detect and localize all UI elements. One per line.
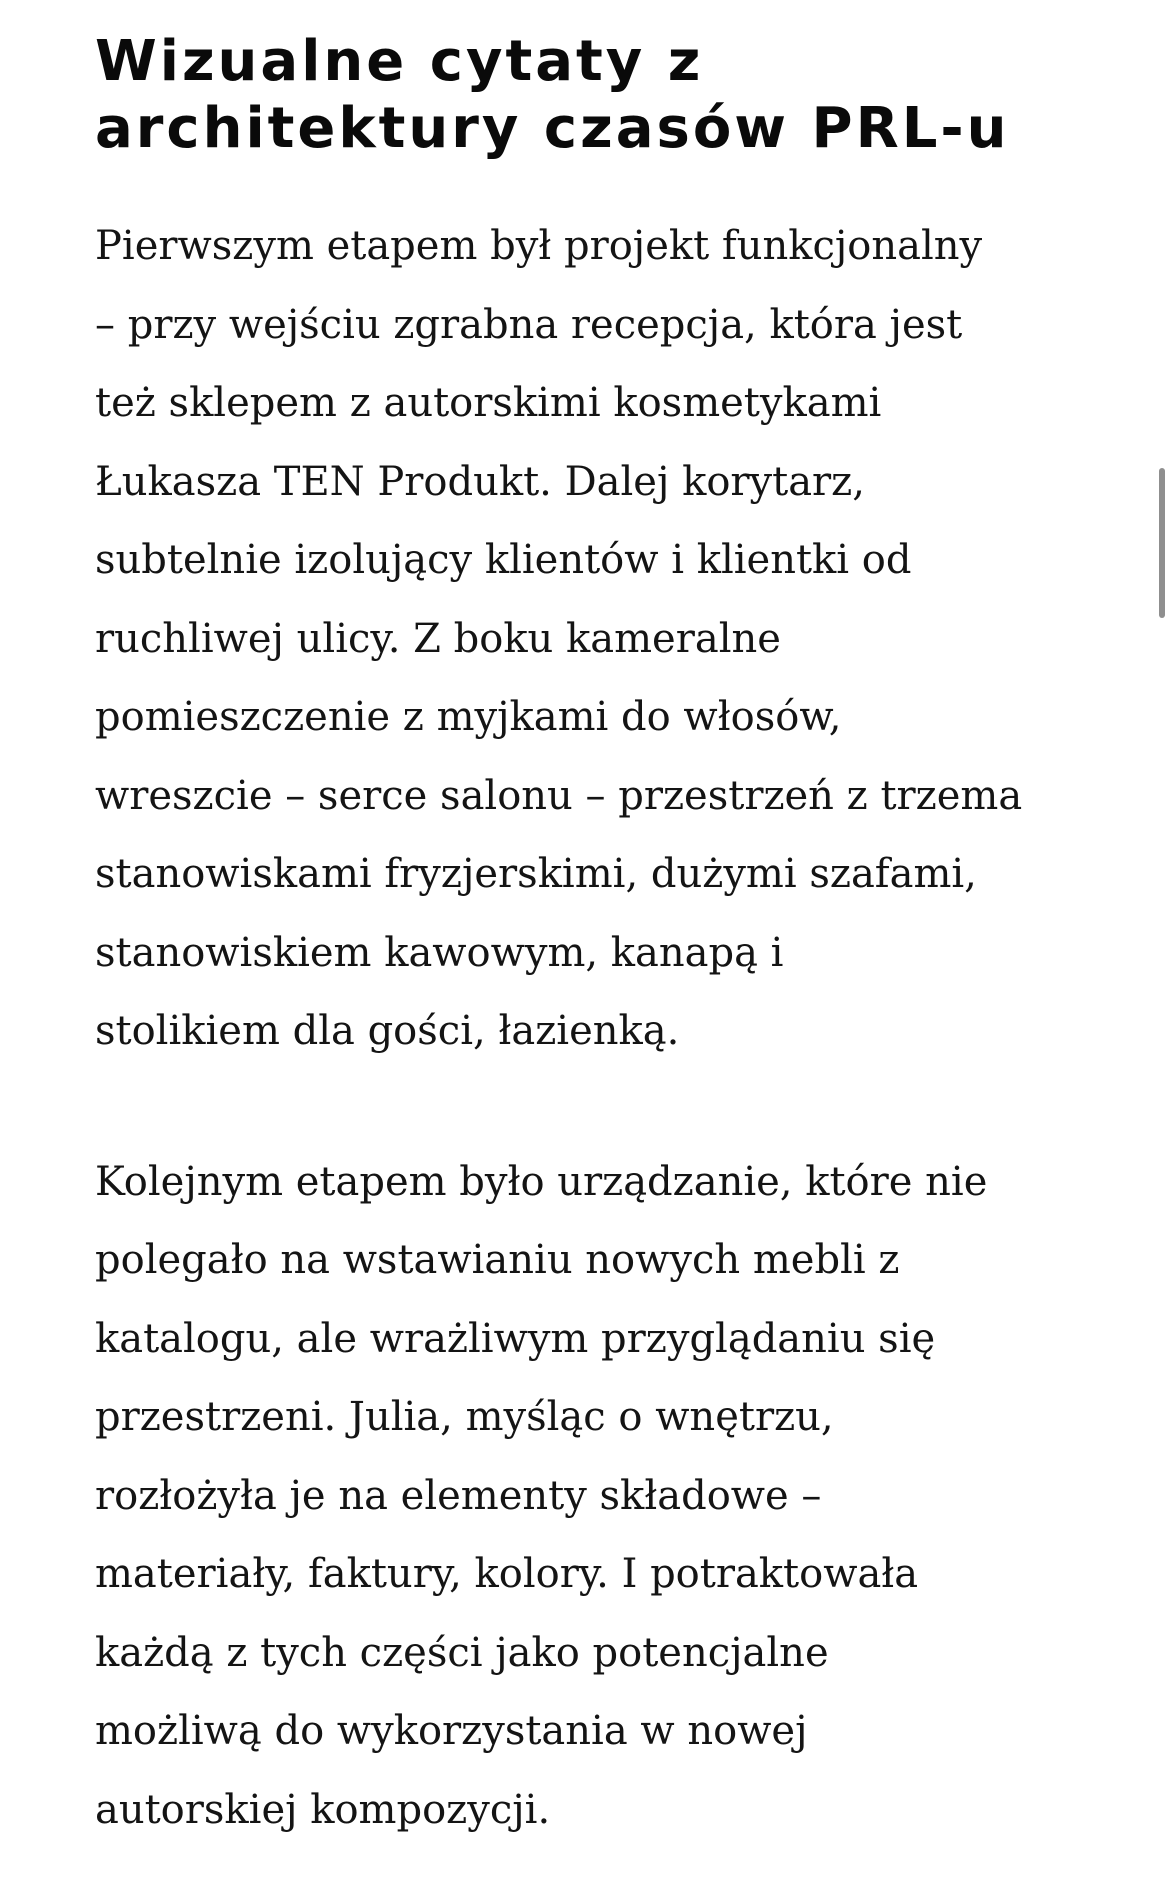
paragraph-line: materiały, faktury, kolory. I potraktowała [95,1551,919,1597]
paragraph-line: pomieszczenie z myjkami do włosów, [95,694,842,740]
paragraph-line: wreszcie – serce salonu – przestrzeń z trzema [95,772,1023,819]
paragraph-line: autorskiej kompozycji. [95,1786,551,1833]
headline-line: architektury czasów PRL-u [95,96,1010,161]
scrollbar-thumb[interactable] [1159,468,1165,618]
paragraph-line: możliwą do wykorzystania w nowej [95,1708,808,1754]
paragraph-line: katalogu, ale wrażliwym przyglądaniu się [95,1315,936,1362]
paragraph-line: subtelnie izolujący klientów i klientki od [95,537,912,583]
paragraph-line: każdą z tych części jako potencjalne [95,1629,829,1676]
paragraph-line: ruchliwej ulicy. Z boku kameralne [95,615,781,662]
article-paragraph-2 [95,1143,1085,1850]
paragraph-line: rozłożyła je na elementy składowe – [95,1472,822,1519]
article-paragraph-1 [95,207,1085,1071]
paragraph-line: stanowiskiem kawowym, kanapą i [95,929,784,976]
paragraph-line: Łukasza TEN Produkt. Dalej korytarz, [95,458,865,505]
paragraph-line: stolikiem dla gości, łazienką. [95,1008,680,1054]
paragraph-line: polegało na wstawianiu nowych mebli z [95,1237,900,1283]
article [95,28,1085,1849]
paragraph-line: też sklepem z autorskimi kosmetykami [95,380,882,426]
paragraph-line: stanowiskami fryzjerskimi, dużymi szafami, [95,851,977,897]
paragraph-line: Pierwszym etapem był projekt funkcjonalny [95,223,983,269]
article-headline [95,28,1085,162]
vertical-scrollbar[interactable] [1155,0,1169,1888]
paragraph-line: przestrzeni. Julia, myśląc o wnętrzu, [95,1394,834,1440]
paragraph-line: Kolejnym etapem było urządzanie, które nie [95,1158,988,1205]
paragraph-line: – przy wejściu zgrabna recepcja, która jest [95,301,963,348]
headline-line: Wizualne cytaty z [95,29,704,94]
